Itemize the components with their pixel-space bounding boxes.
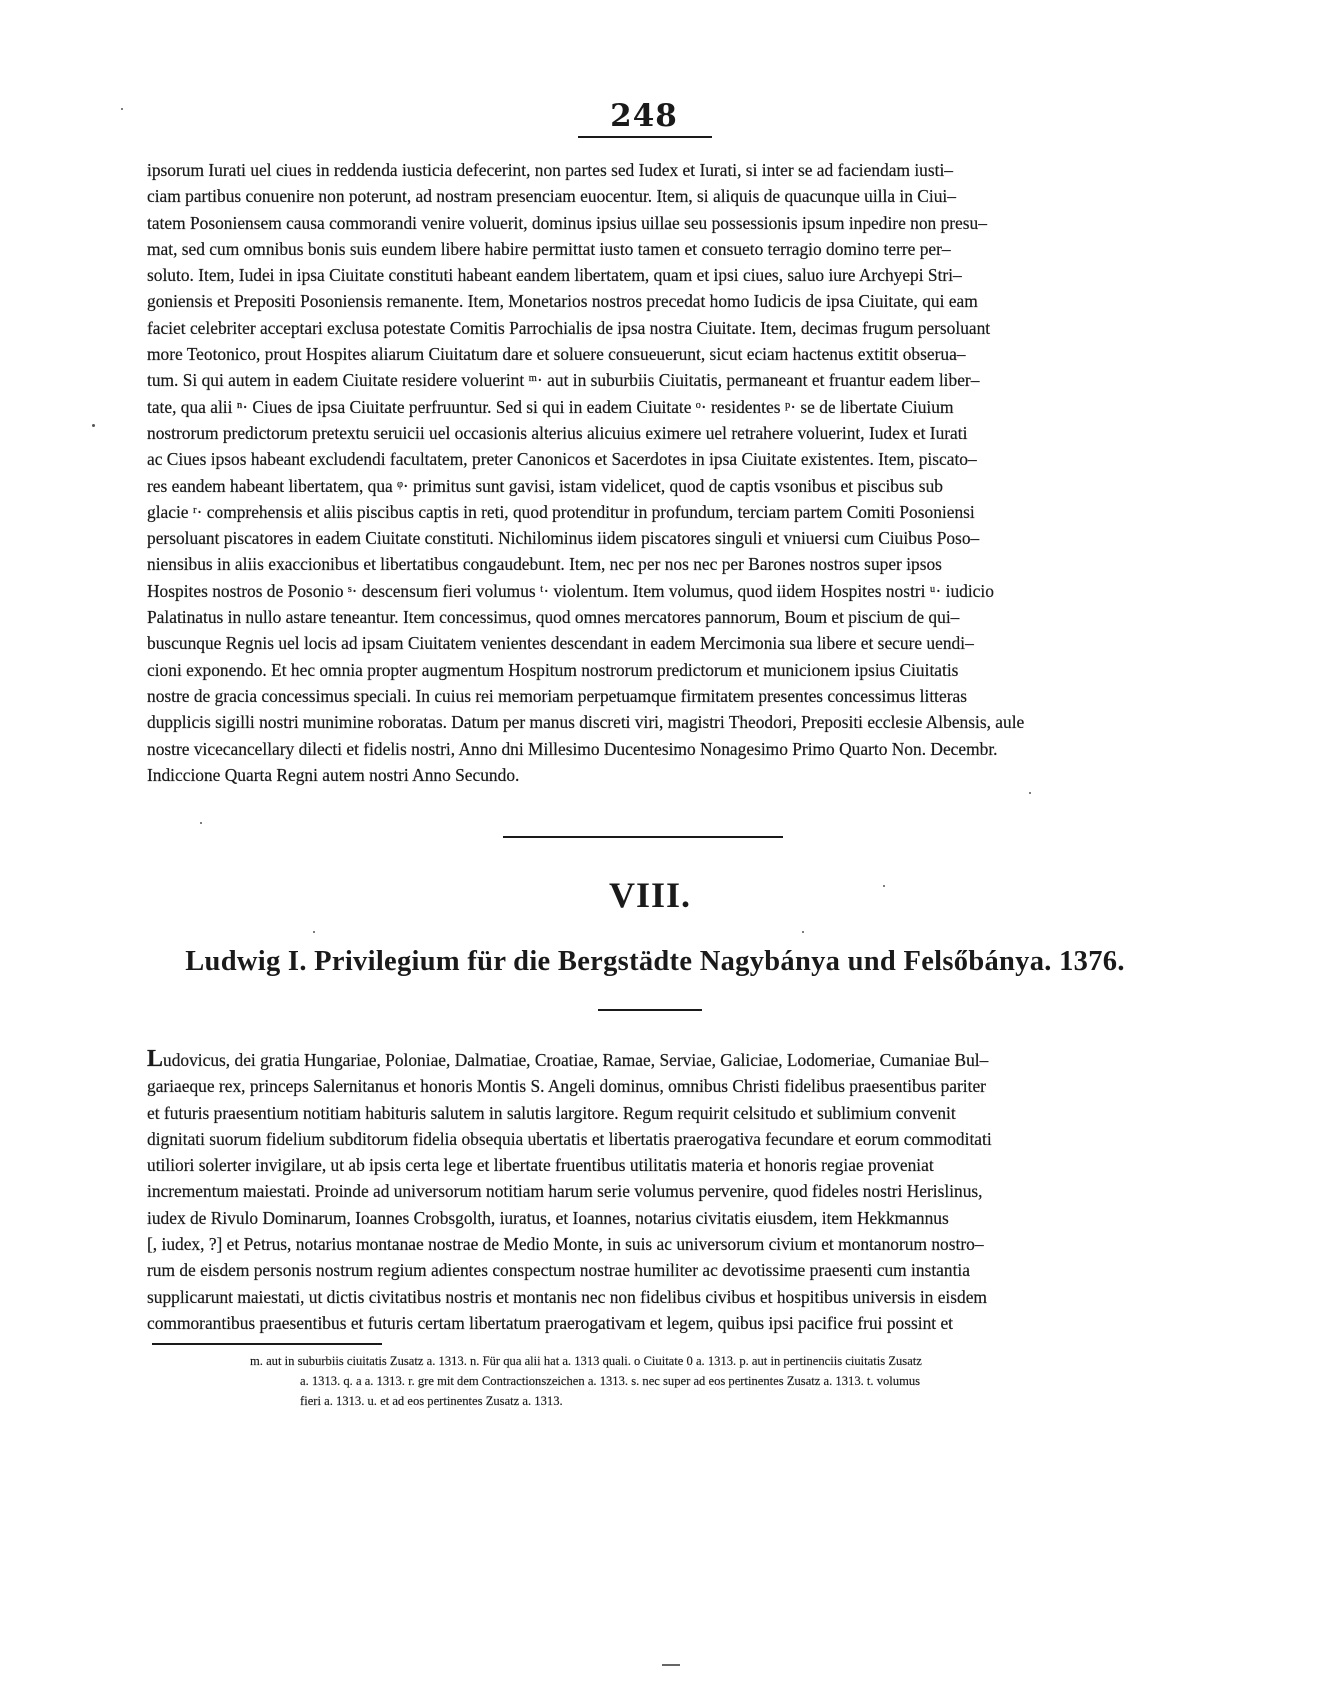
text-line: Ludovicus, dei gratia Hungariae, Poloniae, Dalmatiae, Croatiae, Ramae, Serviae, Galiciae, Lodomeriae, Cumaniae Bul– xyxy=(147,1047,989,1072)
charter-1376-text xyxy=(147,1047,1155,1336)
text-line: Palatinatus in nullo astare teneantur. Item concessimus, quod omnes mercatores pannorum, Boum et piscium de qui– xyxy=(147,607,960,628)
scan-speck xyxy=(883,885,885,887)
text-line: soluto. Item, Iudei in ipsa Ciuitate constituti habeant eandem libertatem, quam et ipsi ciues, saluo iure Archyepi Stri– xyxy=(147,265,962,286)
footnote-line: fieri a. 1313. u. et ad eos pertinentes Zusatz a. 1313. xyxy=(300,1394,563,1408)
text-line: incrementum maiestati. Proinde ad universorum notitiam harum serie volumus pervenire, quod fideles nostri Herislinus, xyxy=(147,1181,983,1202)
text-line: nostrorum predictorum pretextu seruicii uel occasionis alterius alicuius eximere uel retrahere voluerint, Iudex et Iurati xyxy=(147,422,968,443)
scan-speck xyxy=(313,931,315,933)
footnotes xyxy=(250,1351,1150,1411)
text-line: iudex de Rivulo Dominarum, Ioannes Crobsgolth, iuratus, et Ioannes, notarius civitatis eiusdem, item Hekkmannus xyxy=(147,1207,949,1228)
text-line: [, iudex, ?] et Petrus, notarius montanae nostrae de Medio Monte, in suis ac universorum civium et montanorum nostro– xyxy=(147,1234,984,1255)
text-line: Hospites nostros de Posonio ˢ· descensum fieri volumus ᵗ· violentum. Item volumus, quod iidem Hospites nostri ᵘ· iudicio xyxy=(147,580,994,601)
footnote-line: m. aut in suburbiis ciuitatis Zusatz a. 1313. n. Für qua alii hat a. 1313 quali. o Ciuitate 0 a. 1313. p. aut in pertinenciis ciuitatis Zusatz xyxy=(250,1354,922,1368)
text-line: et futuris praesentium notitiam habituris salutem in salutis largitore. Regum requirit celsitudo et sublimium convenit xyxy=(147,1102,956,1123)
text-line: tate, qua alii ⁿ· Ciues de ipsa Ciuitate perfruuntur. Sed si qui in eadem Ciuitate ᵒ· residentes ᵖ· se de libertate Ciuium xyxy=(147,396,954,417)
text-line: nostre de gracia concessimus speciali. In cuius rei memoriam perpetuamque firmitatem presentes concessimus litteras xyxy=(147,685,967,706)
page-number: 248 xyxy=(610,98,678,134)
text-line: tatem Posoniensem causa commorandi venire voluerit, dominus ipsius uillae seu possessionis ipsum inpedire non presu– xyxy=(147,212,987,233)
text-line: glacie ʳ· comprehensis et aliis piscibus captis in reti, quod protenditur in profundum, terciam partem Comiti Posoniensi xyxy=(147,501,975,522)
text-line: ipsorum Iurati uel ciues in reddenda iusticia defecerint, non partes sed Iudex et Iurati, si inter se ad faciendam iusti– xyxy=(147,160,953,180)
section-title: Ludwig I. Privilegium für die Bergstädte Nagybánya und Felsőbánya. 1376. xyxy=(185,946,1125,977)
text-line: Indiccione Quarta Regni autem nostri Anno Secundo. xyxy=(147,764,520,785)
scan-mark xyxy=(662,1664,680,1666)
text-line: persoluant piscatores in eadem Ciuitate constituti. Nichilominus iidem piscatores singuli et vniuersi cum Ciuibus Poso– xyxy=(147,528,980,549)
text-line: gariaeque rex, princeps Salernitanus et honoris Montis S. Angeli dominus, omnibus Christi fidelibus praesentibus pariter xyxy=(147,1076,986,1097)
text-line: dupplicis sigilli nostri munimine roboratas. Datum per manus discreti viri, magistri Theodori, Prepositi ecclesie Albensis, aule xyxy=(147,712,1025,733)
text-line: buscunque Regnis uel locis ad ipsam Ciuitatem venientes descendant in eadem Mercimonia sua libere et secure uendi– xyxy=(147,633,974,654)
text-line: dignitati suorum fidelium subditorum fidelia obsequia ubertatis et libertatis praerogativa fecundare et eorum commoditati xyxy=(147,1128,992,1149)
text-line: rum de eisdem personis nostrum regium adientes conspectum nostrae humiliter ac devotissime praesenti cum instantia xyxy=(147,1260,970,1281)
charter-1291-text xyxy=(147,157,1155,788)
text-line: more Teotonico, prout Hospites aliarum Ciuitatum dare et soluere consueuerunt, sicut eciam hactenus extitit obserua– xyxy=(147,344,966,365)
section-divider-rule xyxy=(503,836,783,838)
text-line: ac Ciues ipsos habeant excludendi facultatem, preter Canonicos et Sacerdotes in ipsa Ciuitate existentes. Item, piscato– xyxy=(147,449,977,470)
text-line: mat, sed cum omnibus bonis suis eundem libere habire permittat iusto tamen et consueto terragio domino terre per– xyxy=(147,238,951,259)
scan-speck xyxy=(802,931,804,933)
drop-cap-letter: L xyxy=(147,1047,164,1072)
text-line: ciam partibus conuenire non poterunt, ad nostram presenciam euocentur. Item, si aliquis de quacunque uilla in Ciui– xyxy=(147,186,956,207)
text-line: commorantibus praesentibus et futuris certam libertatum praerogativam et legem, quibus ipsi pacifice frui possint et xyxy=(147,1312,954,1333)
text-line: nostre vicecancellary dilecti et fidelis nostri, Anno dni Millesimo Ducentesimo Nonagesimo Primo Quarto Non. Decembr. xyxy=(147,738,998,759)
text-line: tum. Si qui autem in eadem Ciuitate residere voluerint ᵐ· aut in suburbiis Ciuitatis, permaneant et fruantur eadem liber– xyxy=(147,370,980,391)
scan-speck xyxy=(1029,792,1031,794)
footnote-rule xyxy=(152,1343,382,1345)
text-line: faciet celebriter acceptari exclusa potestate Comitis Parrochialis de ipsa nostra Ciuitate. Item, decimas frugum persoluant xyxy=(147,317,991,338)
text-line: goniensis et Prepositi Posoniensis remanente. Item, Monetarios nostros precedat homo Iudicis de ipsa Ciuitate, qui eam xyxy=(147,291,978,312)
scan-speck xyxy=(200,822,202,824)
text-line: utiliori solerter invigilare, ut ab ipsis certa lege et libertate fruentibus utilitatis materia et honoris regiae proveniat xyxy=(147,1155,934,1176)
text-line: niensibus in aliis exaccionibus et libertatibus congaudebunt. Item, nec per nos nec per Barones nostros super ipsos xyxy=(147,554,942,575)
footnote-line: a. 1313. q. a a. 1313. r. gre mit dem Contractionszeichen a. 1313. s. nec super ad eos pertinentes Zusatz a. 1313. t. volumus xyxy=(300,1374,921,1388)
text-line: supplicarunt maiestati, ut dictis civitatibus nostris et montanis nec non fidelibus civibus et hospitibus universis in eisdem xyxy=(147,1286,987,1307)
scan-speck xyxy=(121,108,123,110)
section-number: VIII. xyxy=(608,875,692,915)
title-underline-rule xyxy=(598,1009,702,1011)
text-line: res eandem habeant libertatem, qua ᵠ· primitus sunt gavisi, istam videlicet, quod de captis vsonibus et piscibus sub xyxy=(147,475,943,496)
text-line: cioni exponendo. Et hec omnia propter augmentum Hospitum nostrorum predictorum et municionem ipsius Ciuitatis xyxy=(147,659,959,680)
scan-speck xyxy=(92,424,95,427)
page-number-rule xyxy=(578,136,712,138)
